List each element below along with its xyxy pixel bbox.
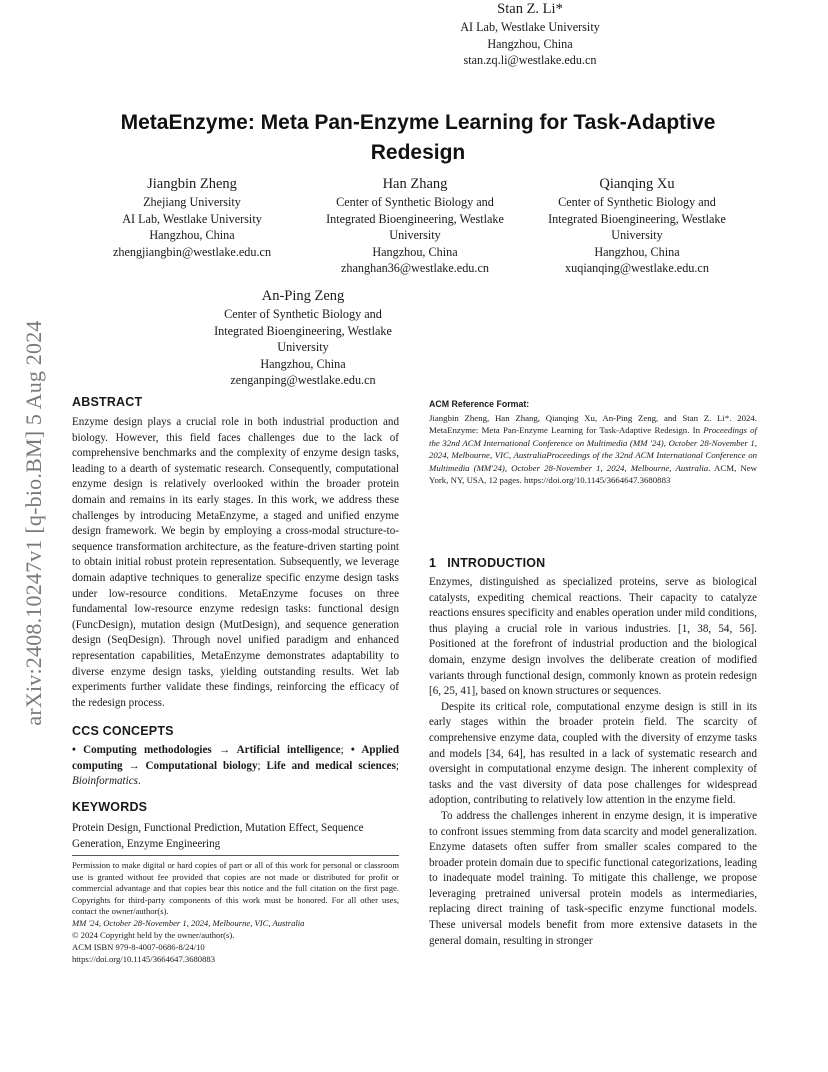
reference-format xyxy=(429,412,757,486)
author-location: Hangzhou, China xyxy=(594,244,680,259)
arxiv-stamp xyxy=(17,270,51,776)
author-affiliation: Integrated Bioengineering, Westlake xyxy=(326,211,504,226)
abstract-text: Enzyme design plays a crucial role in both industrial production and biology. However, this field faces challenges due to the lack of comprehensive benchmarks and the complexity of enzyme design tasks, leading to a dearth of systematic research. Consequently, computational enzyme design is relatively overlooked within the broader protein domain and remains in its early stages. In this work, we address these challenges by introducing MetaEnzyme, a staged and unified enzyme design framework. We begin by employing a cross-modal structure-to-sequence transformation architecture, as the feature-driven starting point to obtain initial robust protein representation. Subsequently, we leverage domain adaptive techniques to generalize specific enzyme design tasks under low-resource conditions. MetaEnzyme focuses on three fundamental low-resource enzyme redesign tasks: functional design (FuncDesign), mutation design (MutDesign), and sequence generation design (SeqDesign). Through novel unified paradigm and enhanced representation capabilities, MetaEnzyme demonstrates adaptability to diverse enzyme design tasks, yielding outstanding results. Wet lab experiments further validate these findings, reinforcing the efficacy of the redesign process. xyxy=(72,416,399,709)
author-affiliation: Center of Synthetic Biology and xyxy=(336,195,494,209)
author-email: stan.zq.li@westlake.edu.cn xyxy=(463,53,597,67)
author-location: Hangzhou, China xyxy=(149,228,235,242)
author-block xyxy=(300,175,530,277)
reference-proceedings: Proceedings of the 32nd ACM International Conference on Multimedia (MM '24), October 28-November 1, 2024, Melbourne, VIC, AustraliaProceedings of the 32nd ACM International Conference on Multimedia (MM'24), October 28-November 1, 2024, Melbourne, Australia xyxy=(429,425,758,473)
author-affiliation: AI Lab, Westlake University xyxy=(460,20,600,34)
author-name: Han Zhang xyxy=(382,176,448,192)
venue-line: MM '24, October 28-November 1, 2024, Melbourne, VIC, Australia xyxy=(72,918,305,928)
author-block xyxy=(92,175,292,260)
copyright-line: © 2024 Copyright held by the owner/author(s). xyxy=(72,930,235,940)
section-title: INTRODUCTION xyxy=(447,556,546,570)
author-name: Jiangbin Zheng xyxy=(147,176,237,192)
footnote-rule xyxy=(72,855,399,856)
introduction-body xyxy=(429,575,757,949)
author-name: Stan Z. Li* xyxy=(497,1,563,17)
introduction-heading xyxy=(429,556,545,570)
author-affiliation: University xyxy=(611,228,663,242)
author-block xyxy=(522,175,752,277)
author-affiliation: University xyxy=(389,228,441,242)
isbn-line: ACM ISBN 979-8-4007-0686-8/24/10 xyxy=(72,942,205,952)
ccs-concept: Bioinformatics xyxy=(72,775,138,788)
ccs-concepts xyxy=(72,743,399,790)
author-affiliation: Center of Synthetic Biology and xyxy=(558,195,716,209)
keywords-text: Protein Design, Functional Prediction, Mutation Effect, Sequence Generation, Enzyme Engineering xyxy=(72,822,364,850)
abstract-heading: ABSTRACT xyxy=(72,395,143,409)
section-number: 1 xyxy=(429,556,437,570)
intro-paragraph: Enzymes, distinguished as specialized proteins, serve as biological catalysts, expediting chemical reactions. Their capacity to catalyze reactions ensures specificity and enables operation under mild conditions, thus playing a crucial role in various industries. [1, 38, 54, 56]. Positioned at the forefront of industrial production and the biological domain, enzyme design involves the deliberate creation of modified variants through functional design, commonly known as protein redesign [6, 25, 41], based on known structures or sequences. xyxy=(429,576,757,698)
ccs-concept: Life and medical sciences xyxy=(266,759,396,772)
author-email: zhengjiangbin@westlake.edu.cn xyxy=(112,244,272,259)
author-affiliation: Integrated Bioengineering, Westlake xyxy=(548,211,726,226)
doi-line: https://doi.org/10.1145/3664647.3680883 xyxy=(72,954,215,964)
author-location: Hangzhou, China xyxy=(260,356,346,371)
ccs-heading: CCS CONCEPTS xyxy=(72,724,174,738)
intro-paragraph: Despite its critical role, computational enzyme design is still in its early stages within the broader protein field. The scarcity of comprehensive enzyme data, coupled with the diversity of enzyme tasks and models [34, 64], has resulted in a lack of systematic research and oversight in computational enzyme design. The inherent complexity of tasks and the vast diversity of data pose challenges for widespread adoption, contributing to relatively low attention in the enzyme field. xyxy=(429,700,757,807)
author-affiliation: Zhejiang University xyxy=(143,195,241,209)
author-location: Hangzhou, China xyxy=(372,244,458,259)
reference-format-heading: ACM Reference Format: xyxy=(429,399,530,409)
author-name: Qianqing Xu xyxy=(599,176,675,192)
author-affiliation: University xyxy=(277,340,329,354)
ccs-concept: • Computing methodologies → Artificial intelligence xyxy=(72,744,341,756)
reference-text: . ACM, New York, NY, USA, 12 pages. https://doi.org/10.1145/3664647.3680883 xyxy=(429,462,758,486)
keywords-heading: KEYWORDS xyxy=(72,800,148,814)
reference-text: Jiangbin Zheng, Han Zhang, Qianqing Xu, An-Ping Zeng, and Stan Z. Li*. 2024. MetaEnzyme: Meta Pan-Enzyme Learning for Task-Adaptive Redesign. In xyxy=(429,413,757,436)
author-name: An-Ping Zeng xyxy=(261,288,345,304)
author-email: zhanghan36@westlake.edu.cn xyxy=(341,261,489,275)
author-affiliation: Center of Synthetic Biology and xyxy=(224,307,382,321)
ccs-separator: ; xyxy=(395,759,399,772)
ccs-end: . xyxy=(137,775,141,788)
intro-paragraph: To address the challenges inherent in enzyme design, it is imperative to confront issues stemming from data scarcity and model generalization. Enzyme datasets often suffer from smaller scales compared to the broader protein domain due to specific functional categorizations, leading to inadequate model training. To mitigate this challenge, we propose leveraging pretrained universal protein models as intermediaries, replacing direct training of task-specific enzyme functional models. These universal models benefit from more extensive datasets in the general domain, resulting in stronger xyxy=(429,809,757,947)
arxiv-stamp-text: arXiv:2408.10247v1 [q-bio.BM] 5 Aug 2024 xyxy=(21,320,46,726)
ccs-concept: • Applied computing → Computational biology xyxy=(72,744,400,772)
author-affiliation: AI Lab, Westlake University xyxy=(122,211,262,226)
author-location: Hangzhou, China xyxy=(487,36,573,51)
author-affiliation: Integrated Bioengineering, Westlake xyxy=(214,323,392,338)
author-block xyxy=(420,0,640,69)
author-email: xuqianqing@westlake.edu.cn xyxy=(565,261,709,275)
author-block xyxy=(188,287,418,389)
paper-title: MetaEnzyme: Meta Pan-Enzyme Learning for Task-Adaptive Redesign xyxy=(120,111,716,164)
ccs-separator: ; xyxy=(257,759,267,772)
author-email: zenganping@westlake.edu.cn xyxy=(230,373,376,387)
permission-notice: Permission to make digital or hard copies of part or all of this work for personal or classroom use is granted without fee provided that copies are not made or distributed for profit or commercial advantage and that copies bear this notice and the full citation on the first page. Copyrights for third-party components of this work must be honored. For all other uses, contact the owner/author(s). xyxy=(72,860,399,916)
ccs-separator: ; xyxy=(340,744,351,756)
